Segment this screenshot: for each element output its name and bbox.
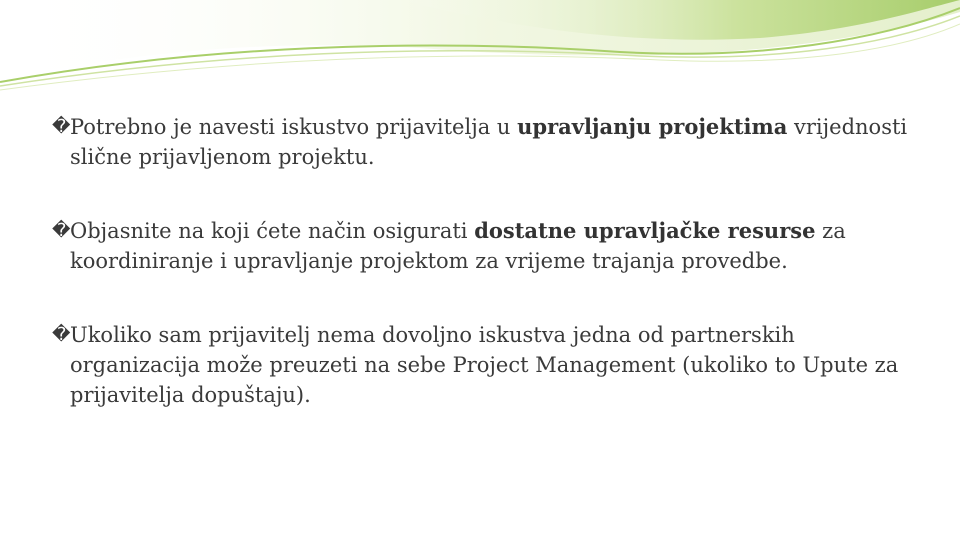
- bullet-icon: �: [52, 324, 71, 345]
- bullet-text-pre: Objasnite na koji ćete način osigurati: [70, 219, 475, 243]
- bullet-text-emphasis: upravljanju projektima: [517, 114, 788, 139]
- bullet-text-pre: Potrebno je navesti iskustvo prijavitelja u: [70, 115, 518, 139]
- bullet-icon: �: [52, 116, 71, 137]
- bullet-text-post: za koordiniranje i upravljanje projektom za vrijeme trajanja provedbe.: [70, 219, 846, 273]
- bullet-icon: �: [52, 220, 71, 241]
- bullet-text-emphasis: dostatne upravljačke resurse: [474, 218, 816, 243]
- bullet-text-pre: Ukoliko sam prijavitelj nema dovoljno iskustva jedna od partnerskih organizacija može preuzeti na sebe Project Management (ukoliko to Upute za prijavitelja dopuštaju).: [70, 323, 899, 407]
- bullet-item-3: [52, 320, 912, 410]
- bullet-item-2: [52, 216, 912, 276]
- bullet-text-post: vrijednosti slične prijavljenom projektu.: [70, 115, 908, 169]
- header-wave-decoration: [0, 0, 960, 100]
- bullet-item-1: [52, 112, 912, 172]
- bullet-list: [52, 112, 912, 454]
